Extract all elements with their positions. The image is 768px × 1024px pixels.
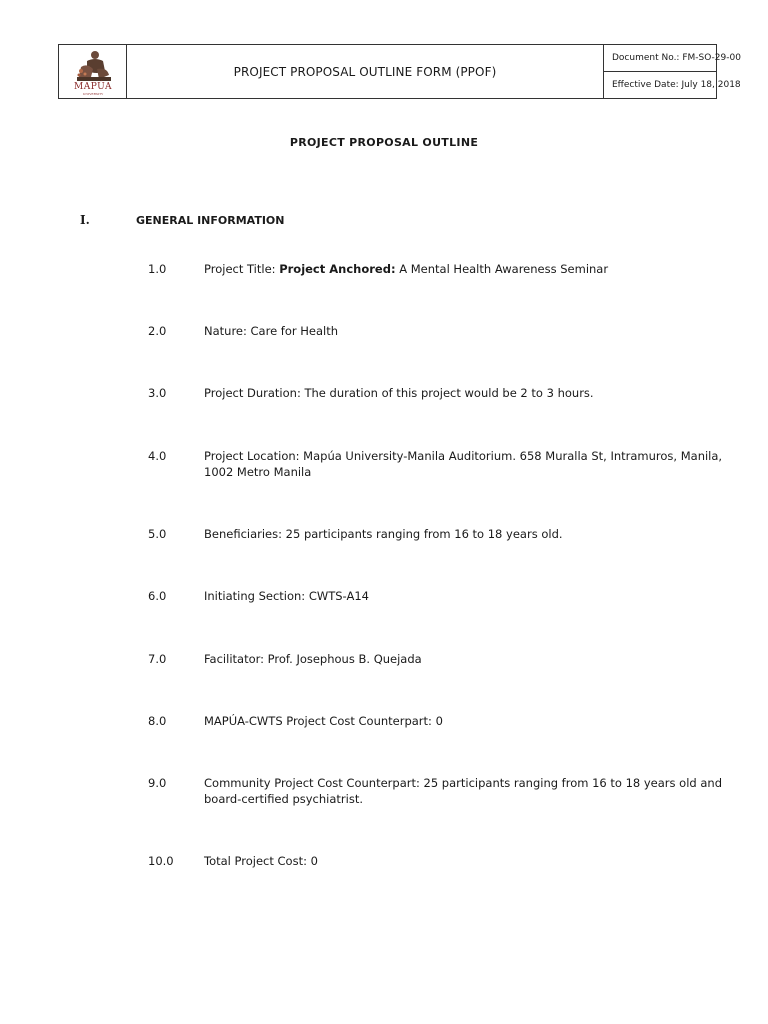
item-text: Total Project Cost: 0	[204, 854, 318, 868]
document-meta	[604, 45, 741, 98]
item-number: 9.0	[148, 776, 167, 790]
item-number: 7.0	[148, 652, 167, 666]
form-title: PROJECT PROPOSAL OUTLINE FORM (PPOF)	[127, 45, 604, 98]
item-number: 5.0	[148, 527, 167, 541]
logo-cell	[59, 45, 127, 98]
item-number: 6.0	[148, 589, 167, 603]
item-value: A Mental Health Awareness Seminar	[395, 262, 609, 276]
item-label: Project Title:	[204, 262, 280, 276]
document-number: Document No.: FM-SO-29-00	[604, 45, 716, 72]
section-number: I.	[80, 213, 90, 227]
logo-subtitle: UNIVERSITY	[82, 92, 104, 96]
page-title: PROJECT PROPOSAL OUTLINE	[289, 136, 479, 149]
item-number: 1.0	[148, 262, 167, 276]
item-text: Community Project Cost Counterpart: 25 participants ranging from 16 to 18 years old and board-certified psychiatrist.	[204, 776, 723, 806]
item-text: Initiating Section: CWTS-A14	[204, 589, 369, 603]
item-text: Project Duration: The duration of this project would be 2 to 3 hours.	[204, 386, 594, 400]
mapua-seal-icon	[67, 49, 119, 83]
effective-date: Effective Date: July 18, 2018	[612, 80, 741, 90]
item-number: 2.0	[148, 324, 167, 338]
item-text: Nature: Care for Health	[204, 324, 339, 338]
item-text	[204, 261, 724, 277]
item-number: 3.0	[148, 386, 167, 400]
item-number: 4.0	[148, 449, 167, 463]
form-header	[58, 44, 741, 99]
item-text: Facilitator: Prof. Josephous B. Quejada	[204, 652, 422, 666]
item-text: MAPÚA-CWTS Project Cost Counterpart: 0	[204, 714, 443, 728]
section-title: GENERAL INFORMATION	[136, 214, 285, 227]
project-name: Project Anchored:	[279, 262, 396, 276]
item-number: 8.0	[148, 714, 167, 728]
item-text: Beneficiaries: 25 participants ranging from 16 to 18 years old.	[204, 527, 563, 541]
item-number: 10.0	[148, 854, 174, 868]
logo-wordmark: MAPÚA	[74, 82, 112, 92]
item-text: Project Location: Mapúa University-Manila Auditorium. 658 Muralla St, Intramuros, Manila, 1002 Metro Manila	[204, 449, 723, 479]
